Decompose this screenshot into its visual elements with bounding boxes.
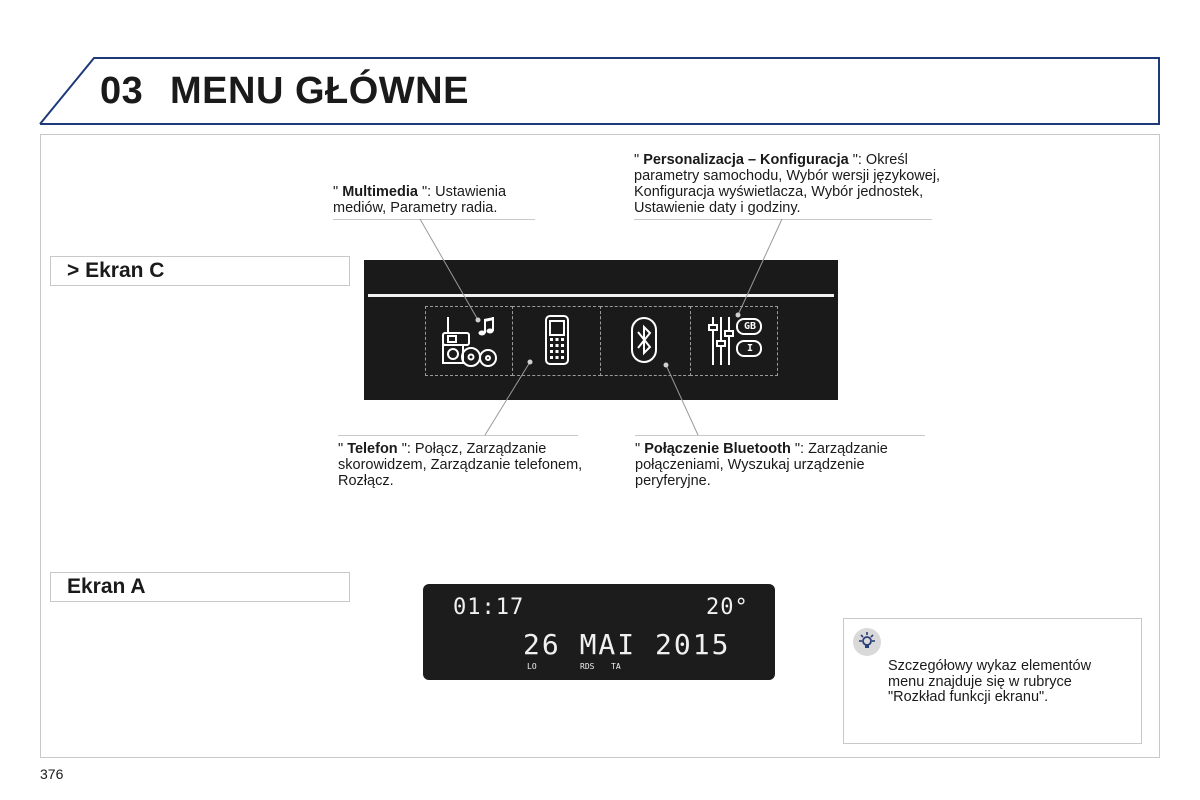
callout-personalizacja-desc: : Określ parametry samochodu, Wybór wersji językowej, Konfiguracja wyświetlacza, Wybór jednostek, Ustawienie daty i godziny.: [634, 152, 941, 216]
page-number: 376: [40, 766, 64, 782]
language-badge: GB: [743, 321, 757, 332]
page-title: MENU GŁÓWNE: [170, 70, 469, 112]
ta-indicator: TA: [611, 662, 621, 671]
temperature-readout: 20°: [706, 595, 749, 620]
callout-bluetooth-name: Połączenie Bluetooth: [644, 441, 791, 457]
clock-readout: 01:17: [453, 595, 525, 620]
callout-bluetooth-desc: : Zarządzanie połączeniami, Wyszukaj urządzenie peryferyjne.: [635, 441, 888, 489]
callout-bluetooth: " Połączenie Bluetooth ": Zarządzanie połączeniami, Wyszukaj urządzenie peryferyjne.: [635, 441, 888, 489]
screen-a-display: [423, 584, 775, 680]
callout-multimedia: " Multimedia ": Ustawienia mediów, Parametry radia.: [333, 184, 507, 216]
callout-personalizacja-name: Personalizacja – Konfiguracja: [643, 152, 849, 168]
callout-personalizacja: " Personalizacja – Konfiguracja ": Określ parametry samochodu, Wybór wersji językowej, Konfiguracja wyświetlacza, Wybór jednostek, Ustawienie daty i godziny.: [634, 152, 941, 216]
date-readout: 26 MAI 2015: [523, 628, 731, 661]
callout-telefon: " Telefon ": Połącz, Zarządzanie skorowidzem, Zarządzanie telefonem, Rozłącz.: [338, 441, 583, 489]
unit-badge: I: [746, 343, 754, 354]
lo-indicator: LO: [527, 662, 537, 671]
callout-multimedia-desc: : Ustawienia mediów, Parametry radia.: [333, 184, 507, 216]
callout-multimedia-name: Multimedia: [342, 184, 418, 200]
section-heading-ekran-a: Ekran A: [50, 572, 350, 602]
info-box: [843, 618, 1142, 744]
callout-telefon-desc: : Połącz, Zarządzanie skorowidzem, Zarządzanie telefonem, Rozłącz.: [338, 441, 583, 489]
rds-indicator: RDS: [580, 662, 595, 671]
chapter-number: 03: [100, 70, 144, 112]
section-heading-ekran-c: > Ekran C: [50, 256, 350, 286]
lightbulb-icon: [852, 627, 882, 657]
callout-telefon-name: Telefon: [347, 441, 398, 457]
info-text: Szczegółowy wykaz elementów menu znajduje się w rubryce "Rozkład funkcji ekranu".: [888, 658, 1092, 705]
